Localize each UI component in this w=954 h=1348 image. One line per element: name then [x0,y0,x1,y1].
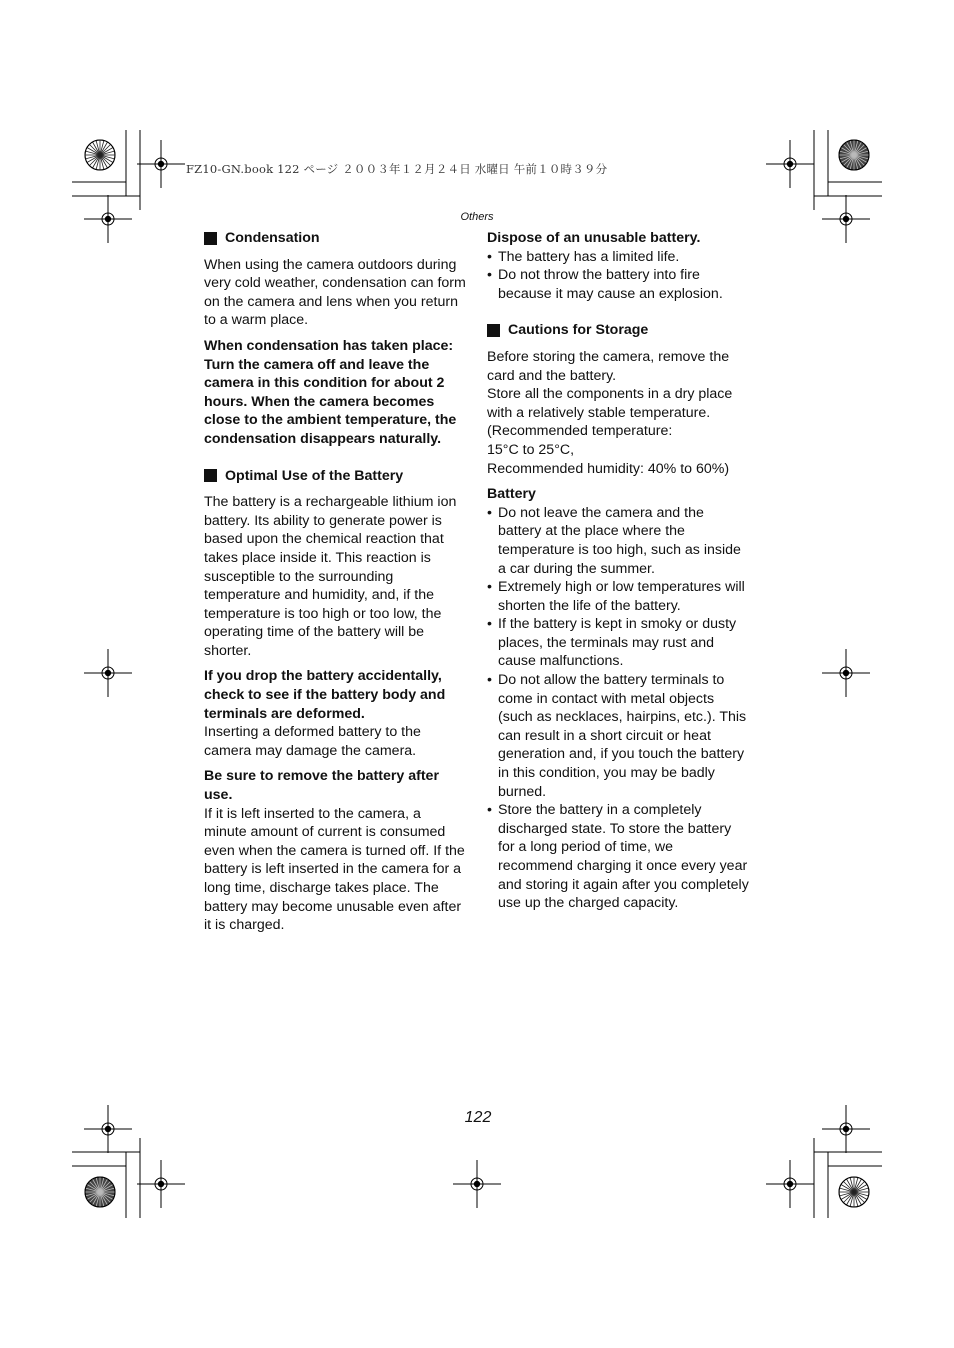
section-label: Others [460,211,494,223]
condensation-warning: When condensation has taken place: Turn the camera off and leave the camera in this condition for about 2 hours. When the camera becomes close to the ambient temperature, the condensation disappears naturally. [204,337,457,447]
list-item: • Do not throw the battery into fire because it may cause an explosion. [487,266,749,303]
battery-heading: Optimal Use of the Battery [204,467,466,486]
registration-dot-icon [158,1181,163,1186]
square-bullet-icon [487,324,500,337]
list-item: • Store the battery in a completely discharged state. To store the battery for a long period of time, we recommend charging it once every year and storing it again after you completely use up the charged capacity. [487,801,749,913]
remove-body: If it is left inserted to the camera, a minute amount of current is consumed even when the camera is turned off. If the battery is left inserted in the camera for a long time, discharge takes place. The battery may become unusable even after it is charged. [204,805,465,934]
battery-subheading: Battery [487,486,536,503]
list-item: • Do not allow the battery terminals to come in contact with metal objects (such as necklaces, hairpins, etc.). This can result in a short circuit or heat generation and, if you touch the battery in this condition, you may be badly burned. [487,671,749,801]
registration-dot-icon [843,670,848,675]
remove-heading: Be sure to remove the battery after use. [204,768,439,804]
list-item: • If the battery is kept in smoky or dusty places, the terminals may rust and cause malfunctions. [487,615,749,671]
page-number: 122 [464,1109,492,1126]
list-item: • The battery has a limited life. [487,248,749,267]
list-item: • Extremely high or low temperatures will shorten the life of the battery. [487,578,749,615]
registration-dot-icon [843,216,848,221]
dispose-heading: Dispose of an unusable battery. [487,230,701,246]
storage-body-1: Before storing the camera, remove the card and the battery. [487,348,730,384]
battery-body: The battery is a rechargeable lithium ion battery. Its ability to generate power is based upon the chemical reaction that takes place inside it. This reaction is susceptible to the surrounding temperature and humidity, and, if the temperature is too high or too low, the operating time of the battery will be shorter. [204,494,457,659]
registration-dot-icon [158,161,163,166]
registration-dot-icon [787,1181,792,1186]
dispose-list [487,248,749,304]
square-bullet-icon [204,469,217,482]
storage-heading: Cautions for Storage [487,321,749,340]
registration-dot-icon [474,1181,479,1186]
storage-body-3: 15°C to 25°C, [487,441,575,458]
left-column [204,229,466,935]
registration-dot-icon [105,1126,110,1131]
registration-dot-icon [787,161,792,166]
storage-body-4: Recommended humidity: 40% to 60%) [487,460,730,477]
battery-cautions-list [487,504,749,913]
drop-body: Inserting a deformed battery to the camera may damage the camera. [204,724,421,759]
condensation-heading: Condensation [204,229,466,248]
print-header: FZ10-GN.book 122 ページ ２００３年１２月２４日 水曜日 午前１０時３９分 [186,162,608,176]
registration-dot-icon [105,216,110,221]
registration-dot-icon [105,670,110,675]
storage-body-2: Store all the components in a dry place with a relatively stable temperature. (Recommended temperature: [487,386,733,440]
square-bullet-icon [204,232,217,245]
drop-heading: If you drop the battery accidentally, check to see if the battery body and terminals are deformed. [204,668,446,722]
list-item: • Do not leave the camera and the battery at the place where the temperature is too high, such as inside a car during the summer. [487,504,749,578]
condensation-body: When using the camera outdoors during very cold weather, condensation can form on the camera and lens when you return to a warm place. [204,256,466,329]
right-column [487,229,749,913]
registration-dot-icon [843,1126,848,1131]
